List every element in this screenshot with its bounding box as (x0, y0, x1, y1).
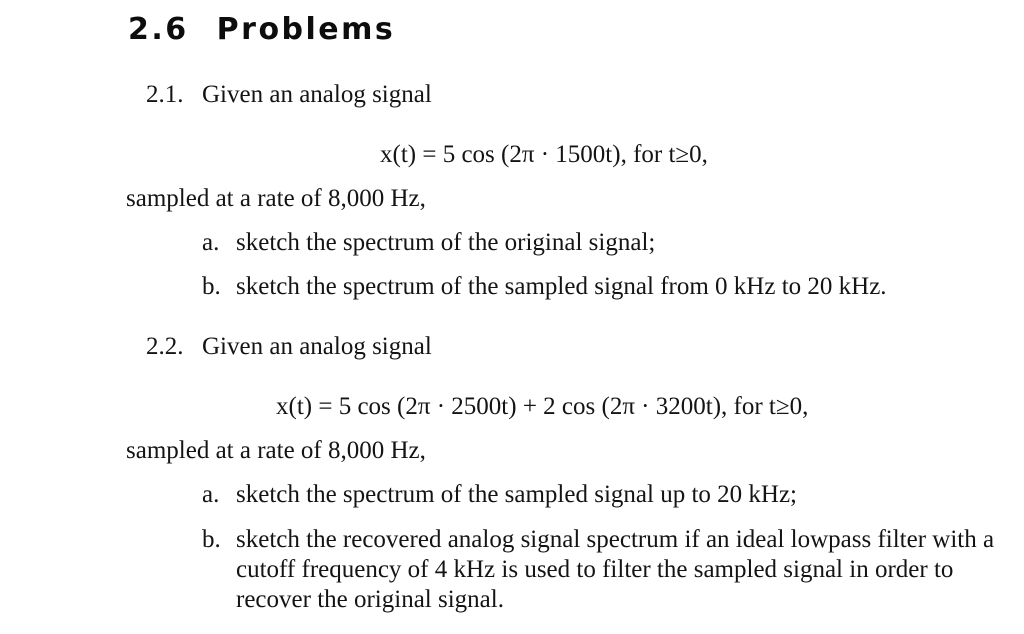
problem-number: 2.2. (146, 333, 184, 360)
problem-2-2-header (146, 332, 432, 362)
problem-2-2-equation: x(t) = 5 cos (2π · 2500t) + 2 cos (2π · 3200t), for t≥0, (276, 393, 809, 420)
item-text: sketch the spectrum of the sampled signal from 0 kHz to 20 kHz. (236, 273, 887, 300)
problem-2-1-sampling: sampled at a rate of 8,000 Hz, (126, 185, 426, 212)
problem-2-2-item-a (202, 480, 797, 510)
problem-number: 2.1. (146, 81, 184, 108)
item-label: a. (202, 481, 220, 508)
item-text: sketch the recovered analog signal spectrum if an ideal lowpass filter with a cutoff frequency of 4 kHz is used to filter the sampled signal in order to recover the original signal. (236, 526, 995, 613)
item-text: sketch the spectrum of the sampled signal up to 20 kHz; (236, 481, 797, 508)
problem-2-1-equation: x(t) = 5 cos (2π · 1500t), for t≥0, (380, 141, 708, 168)
section-heading (128, 12, 395, 47)
item-text: sketch the spectrum of the original signal; (236, 229, 656, 256)
problem-2-1-item-b (202, 272, 887, 302)
section-number: 2.6 (128, 12, 189, 47)
problem-2-1-item-a (202, 228, 655, 258)
problem-2-2-sampling: sampled at a rate of 8,000 Hz, (126, 437, 426, 464)
section-title: Problems (216, 12, 396, 47)
item-label: b. (202, 273, 221, 300)
problem-2-2-item-b (202, 525, 996, 615)
item-label: b. (202, 526, 221, 553)
problem-2-1-header (146, 80, 432, 110)
item-label: a. (202, 229, 220, 256)
problem-intro: Given an analog signal (202, 333, 432, 360)
problem-intro: Given an analog signal (202, 81, 432, 108)
